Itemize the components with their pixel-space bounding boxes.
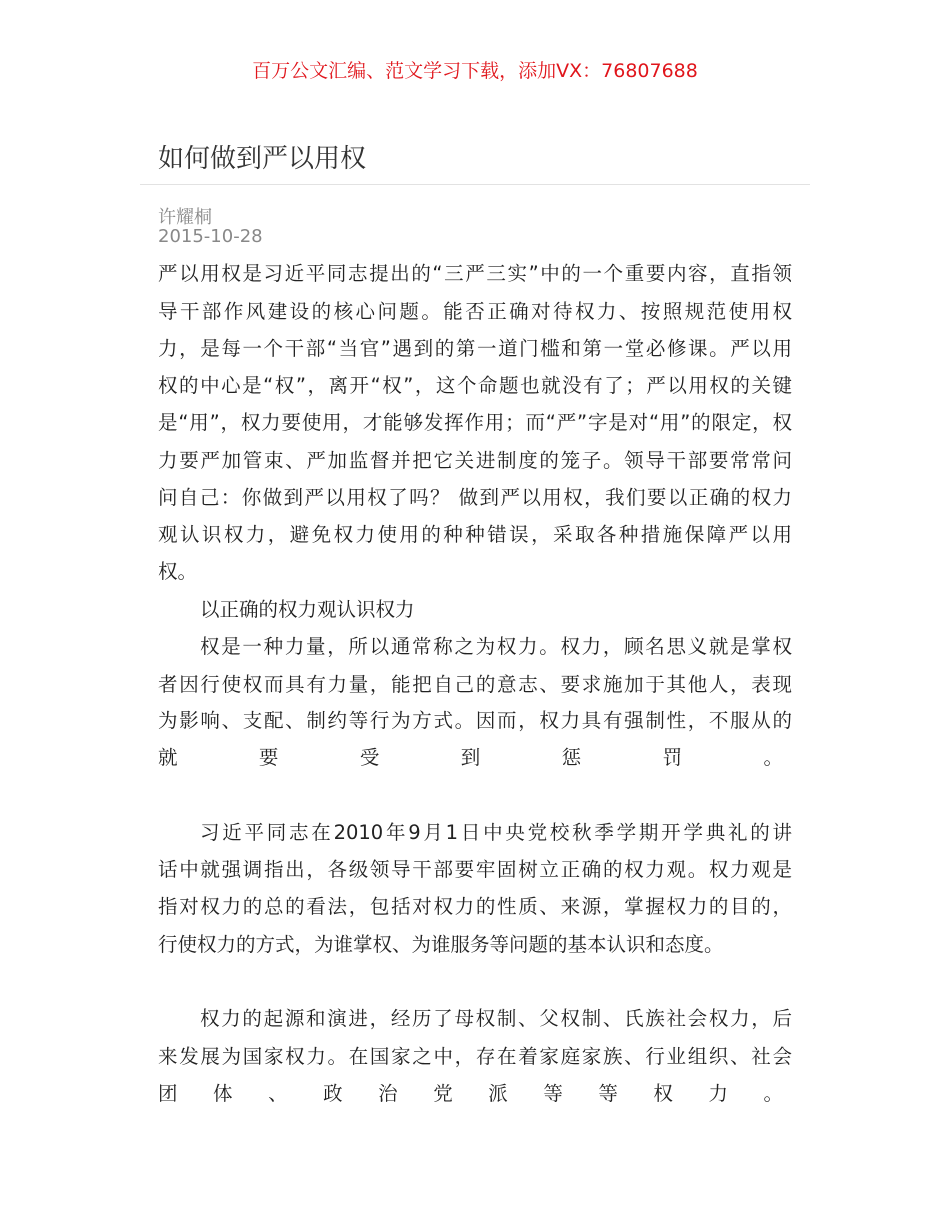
promo-banner: 百万公文汇编、范文学习下载，添加VX：76807688 [252, 60, 698, 82]
article-author: 许耀桐 [158, 207, 212, 228]
article-date: 2015-10-28 [158, 226, 263, 247]
body-line: 指对权力的总的看法，包括对权力的性质、来源，掌握权力的目的， [158, 895, 792, 918]
article-title: 如何做到严以用权 [158, 144, 367, 174]
body-line: 来发展为国家权力。在国家之中，存在着家庭家族、行业组织、社会 [158, 1045, 792, 1068]
body-line: 者因行使权而具有力量，能把自己的意志、要求施加于其他人，表现 [158, 673, 792, 696]
body-line: 话中就强调指出，各级领导干部要牢固树立正确的权力观。权力观是 [158, 858, 792, 881]
body-line: 力要严加管束、严加监督并把它关进制度的笼子。领导干部要常常问 [158, 449, 792, 472]
body-line: 观认识权力，避免权力使用的种种错误，采取各种措施保障严以用 [158, 523, 792, 546]
body-line: 导干部作风建设的核心问题。能否正确对待权力、按照规范使用权 [158, 300, 792, 323]
body-line: 问自己：你做到严以用权了吗？ 做到严以用权，我们要以正确的权力 [158, 486, 792, 509]
body-line: 权力的起源和演进，经历了母权制、父权制、氏族社会权力，后 [200, 1007, 792, 1030]
body-line: 权的中心是“权”，离开“权”，这个命题也就没有了；严以用权的关键 [158, 374, 792, 397]
body-line: 力，是每一个干部“当官”遇到的第一道门槛和第一堂必修课。严以用 [158, 337, 792, 360]
body-line: 权是一种力量，所以通常称之为权力。权力，顾名思义就是掌权 [200, 635, 792, 658]
body-line: 行使权力的方式，为谁掌权、为谁服务等问题的基本认识和态度。 [158, 933, 724, 956]
body-line: 团 体 、 政 治 党 派 等 等 权 力 。 [158, 1082, 783, 1105]
body-line: 是“用”，权力要使用，才能够发挥作用；而“严”字是对“用”的限定，权 [158, 411, 792, 434]
body-line: 就 要 受 到 惩 罚 。 [158, 746, 783, 769]
section-heading: 以正确的权力观认识权力 [200, 598, 415, 621]
body-line: 权。 [158, 560, 198, 583]
title-divider [140, 184, 810, 185]
body-line: 严以用权是习近平同志提出的“三严三实”中的一个重要内容，直指领 [158, 262, 792, 285]
body-line: 习近平同志在2010年9月1日中央党校秋季学期开学典礼的讲 [200, 821, 792, 844]
body-line: 为影响、支配、制约等行为方式。因而，权力具有强制性，不服从的 [158, 709, 792, 732]
